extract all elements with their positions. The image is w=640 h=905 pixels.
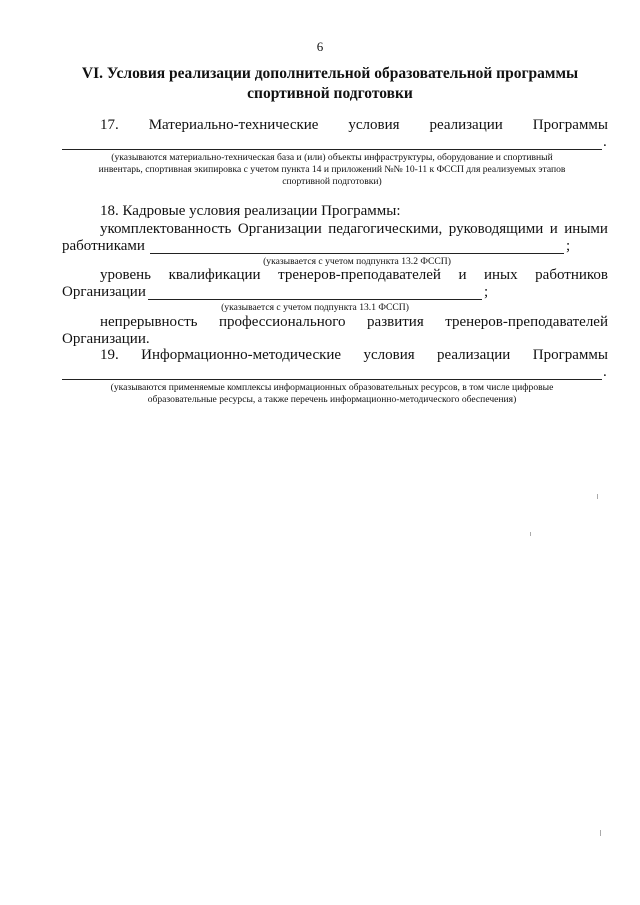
p17-line <box>100 117 608 134</box>
scan-artifact <box>597 494 598 499</box>
section-title-line-1: VI. Условия реализации дополнительной образовательной программы <box>81 65 579 82</box>
p18-qual-fill-line <box>148 299 482 300</box>
p18-qual-word: уровень <box>100 267 152 283</box>
p18-staff-end: ; <box>566 238 571 254</box>
p18-staff-cont: работниками <box>62 238 145 254</box>
p18-qual-word: квалификации <box>168 267 261 283</box>
scan-artifact <box>530 532 531 536</box>
p18-dev-word: развития <box>367 314 424 330</box>
p17-fill-line <box>62 149 602 150</box>
p17-word: Материально-технические <box>148 117 319 133</box>
p19-word: Информационно-методические <box>141 347 342 363</box>
p19-note-line-1: (указываются применяемые комплексы информационных образовательных ресурсов, в том числе цифровые <box>110 382 554 393</box>
p18-dev-word: тренеров-преподавателей <box>445 314 608 330</box>
p18-qual-note: (указывается с учетом подпункта 13.1 ФССП) <box>221 302 409 313</box>
p18-staff-word: педагогическими, <box>328 221 443 237</box>
p18-staff-word: и <box>549 221 558 237</box>
p19-word: условия <box>363 347 415 363</box>
p18-dev-cont: Организации. <box>62 331 150 347</box>
p18-qual-word: работников <box>535 267 608 283</box>
p18-staff-note: (указывается с учетом подпункта 13.2 ФССП) <box>263 256 451 267</box>
p19-line <box>100 347 608 364</box>
p19-word: Программы <box>532 347 608 363</box>
p18-staff-fill-line <box>150 253 564 254</box>
p18-staff-line <box>100 221 608 238</box>
p18-qual-word: тренеров-преподавателей <box>278 267 441 283</box>
section-title-line-2: спортивной подготовки <box>247 85 413 102</box>
p18-dev-line <box>100 314 608 331</box>
p19-word: 19. <box>100 347 119 363</box>
p18-heading: 18. Кадровые условия реализации Программы: <box>100 203 401 219</box>
p18-dev-word: профессионального <box>218 314 346 330</box>
p18-qual-word: иных <box>484 267 518 283</box>
p18-staff-word: иными <box>564 221 608 237</box>
p17-word: условия <box>348 117 400 133</box>
p19-word: реализации <box>437 347 511 363</box>
p18-staff-word: руководящими <box>448 221 544 237</box>
p17-note-line-2: инвентарь, спортивная экипировка с учетом пункта 14 и приложений №№ 10-11 к ФССП для реализуемых этапов <box>98 164 566 175</box>
scan-artifact <box>600 830 601 836</box>
p17-note-line-3: спортивной подготовки) <box>282 176 382 187</box>
p19-note-line-2: образовательные ресурсы, а также перечень информационно-методического обеспечения) <box>147 394 517 405</box>
p17-word: Программы <box>532 117 608 133</box>
p18-dev-word: непрерывность <box>100 314 198 330</box>
page-number: 6 <box>316 39 324 54</box>
p18-qual-end: ; <box>484 284 489 300</box>
p18-staff-word: Организации <box>237 221 322 237</box>
p17-word: 17. <box>100 117 119 133</box>
p19-end-mark: . <box>603 364 607 380</box>
p17-word: реализации <box>429 117 503 133</box>
p18-qual-cont: Организации <box>62 284 146 300</box>
p19-fill-line <box>62 379 602 380</box>
p17-end-mark: . <box>603 134 607 150</box>
p17-note-line-1: (указываются материально-техническая база и (или) объекты инфраструктуры, оборудование и спортивный <box>111 152 553 163</box>
p18-qual-word: и <box>458 267 467 283</box>
p18-staff-word: укомплектованность <box>100 221 232 237</box>
p18-qual-line <box>100 267 608 284</box>
